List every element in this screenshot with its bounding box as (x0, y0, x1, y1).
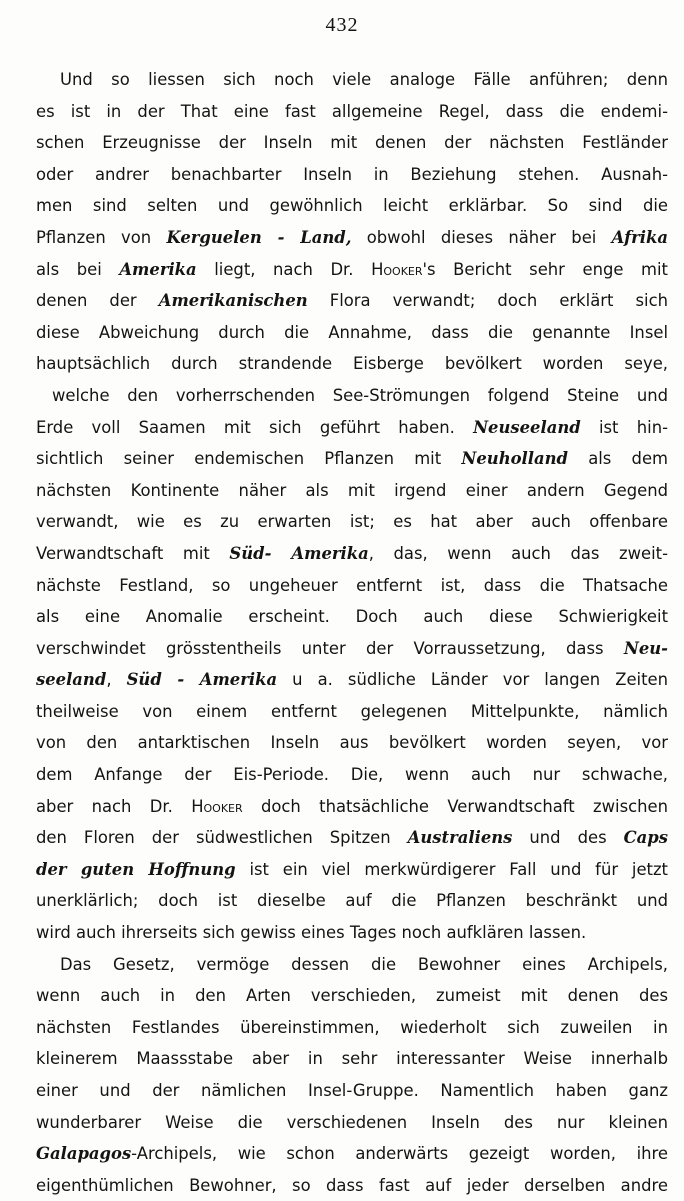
text-line (36, 1170, 668, 1201)
text-run: wunderbarer Weise die verschiedenen Inseln des nur kleinen (36, 1112, 668, 1132)
text-run: -Archipels, wie schon anderwärts gezeigt worden, ihre (131, 1144, 668, 1164)
text-line (36, 285, 668, 317)
text-line (36, 791, 668, 823)
text-run: , (106, 670, 127, 690)
text-run: theilweise von einem entfernt gelegenen Mittelpunkte, nämlich (36, 701, 668, 721)
text-line (36, 222, 668, 254)
text-line (36, 443, 668, 475)
text-run: hauptsächlich durch strandende Eisberge bevölkert worden seye, (36, 354, 668, 374)
italic-run: Neu- (623, 638, 668, 658)
text-line (36, 664, 668, 696)
text-run: wird auch ihrerseits sich gewiss eines Tages noch aufklären lassen. (36, 923, 587, 943)
text-line (36, 348, 668, 380)
text-line (36, 254, 668, 286)
text-line (36, 1043, 668, 1075)
text-run: Flora verwandt; doch erklärt sich (307, 291, 668, 311)
text-run: diese Abweichung durch die Annahme, dass die genannte Insel (36, 322, 668, 342)
text-line (36, 475, 668, 507)
text-run: und des (512, 828, 624, 848)
text-line (36, 538, 668, 570)
small-caps-run: Hooker (371, 259, 423, 279)
text-run: Pflanzen von (36, 227, 167, 247)
text-run: Erde voll Saamen mit sich geführt haben. (36, 417, 474, 437)
text-line (36, 570, 668, 602)
italic-run: Amerika (119, 259, 197, 279)
text-line (36, 1107, 668, 1139)
text-line (36, 759, 668, 791)
text-run: men sind selten und gewöhnlich leicht erklärbar. So sind die (36, 196, 668, 216)
text-line (36, 696, 668, 728)
text-run: es ist in der That eine fast allgemeine Regel, dass die endemi- (36, 101, 668, 121)
text-run: schen Erzeugnisse der Inseln mit denen der nächsten Festländer (36, 133, 668, 153)
text-run: eigenthümlichen Bewohner, so dass fast auf jeder derselben andre (36, 1175, 668, 1195)
text-line (36, 1138, 668, 1170)
text-run: ist hin- (580, 417, 668, 437)
text-run: liegt, nach Dr. (196, 259, 372, 279)
italic-run: Australiens (407, 828, 513, 848)
italic-run: Caps (623, 828, 668, 848)
text-line (36, 949, 668, 981)
italic-run: Süd- Amerika (229, 543, 369, 563)
page-number: 432 (325, 14, 359, 36)
text-run: nächsten Kontinente näher als mit irgend einer andern Gegend (36, 480, 668, 500)
italic-run: Neuseeland (473, 417, 581, 437)
italic-run: Neuholland (461, 449, 569, 469)
text-line (36, 380, 668, 412)
italic-run: Süd - Amerika (126, 670, 278, 690)
text-run: denen der (36, 291, 159, 311)
text-run: Und so liessen sich noch viele analoge Fälle anführen; denn (60, 70, 668, 89)
text-line (36, 633, 668, 665)
text-run: u a. südliche Länder vor langen Zeiten (277, 670, 668, 690)
text-line (36, 96, 668, 128)
text-run: wenn auch in den Arten verschieden, zumeist mit denen des (36, 986, 668, 1006)
text-run: Verwandtschaft mit (36, 543, 230, 563)
text-run: als eine Anomalie erscheint. Doch auch diese Schwierigkeit (36, 607, 668, 627)
text-run: den Floren der südwestlichen Spitzen (36, 828, 408, 848)
text-line (36, 980, 668, 1012)
text-run: sichtlich seiner endemischen Pflanzen mit (36, 449, 462, 469)
italic-run: Afrika (611, 227, 668, 247)
text-run: von den antarktischen Inseln aus bevölkert worden seyen, vor (36, 733, 668, 753)
italic-run: Galapagos (36, 1144, 132, 1164)
text-run: doch thatsächliche Verwandtschaft zwischen (242, 796, 668, 816)
text-run: welche den vorherrschenden See-Strömungen folgend Steine und (52, 385, 668, 405)
text-run: nächsten Festlandes übereinstimmen, wiederholt sich zuweilen in (36, 1017, 668, 1037)
text-line (36, 1012, 668, 1044)
text-line (36, 601, 668, 633)
small-caps-run: Hooker (191, 796, 243, 816)
text-line (36, 917, 668, 949)
text-line (36, 854, 668, 886)
text-run: 's Bericht sehr enge mit (422, 259, 668, 279)
text-run: dem Anfange der Eis-Periode. Die, wenn auch nur schwache, (36, 765, 668, 785)
text-run: einer und der nämlichen Insel-Gruppe. Namentlich haben ganz (36, 1081, 668, 1100)
text-run: als dem (568, 449, 668, 469)
text-run: unerklärlich; doch ist dieselbe auf die Pflanzen beschränkt und (36, 891, 668, 911)
italic-run: Amerikanischen (158, 291, 308, 311)
text-run: verwandt, wie es zu erwarten ist; es hat aber auch offenbare (36, 512, 668, 532)
text-run: oder andrer benachbarter Inseln in Beziehung stehen. Ausnah- (36, 164, 668, 184)
italic-run: seeland (36, 670, 107, 690)
text-line (36, 1075, 668, 1107)
text-line (36, 727, 668, 759)
text-line (36, 885, 668, 917)
text-run: Das Gesetz, vermöge dessen die Bewohner eines Archipels, (60, 954, 668, 974)
text-line (36, 64, 668, 96)
text-line (36, 317, 668, 349)
text-line (36, 822, 668, 854)
body-text (36, 64, 668, 1201)
text-line (36, 159, 668, 191)
text-line (36, 506, 668, 538)
text-line (36, 190, 668, 222)
text-run: ist ein viel merkwürdigerer Fall und für jetzt (235, 859, 668, 879)
text-run: obwohl dieses näher bei (351, 227, 612, 247)
text-run: kleinerem Maassstabe aber in sehr interessanter Weise innerhalb (36, 1049, 668, 1069)
text-run: als bei (36, 259, 120, 279)
text-run: , das, wenn auch das zweit- (368, 543, 668, 563)
text-line (36, 127, 668, 159)
text-run: aber nach Dr. (36, 796, 192, 816)
italic-run: der guten Hoffnung (36, 859, 236, 879)
text-run: nächste Festland, so ungeheuer entfernt ist, dass die Thatsache (36, 575, 668, 595)
text-run: verschwindet grösstentheils unter der Vorraussetzung, dass (36, 638, 624, 658)
text-line (36, 412, 668, 444)
italic-run: Kerguelen - Land, (166, 227, 352, 247)
